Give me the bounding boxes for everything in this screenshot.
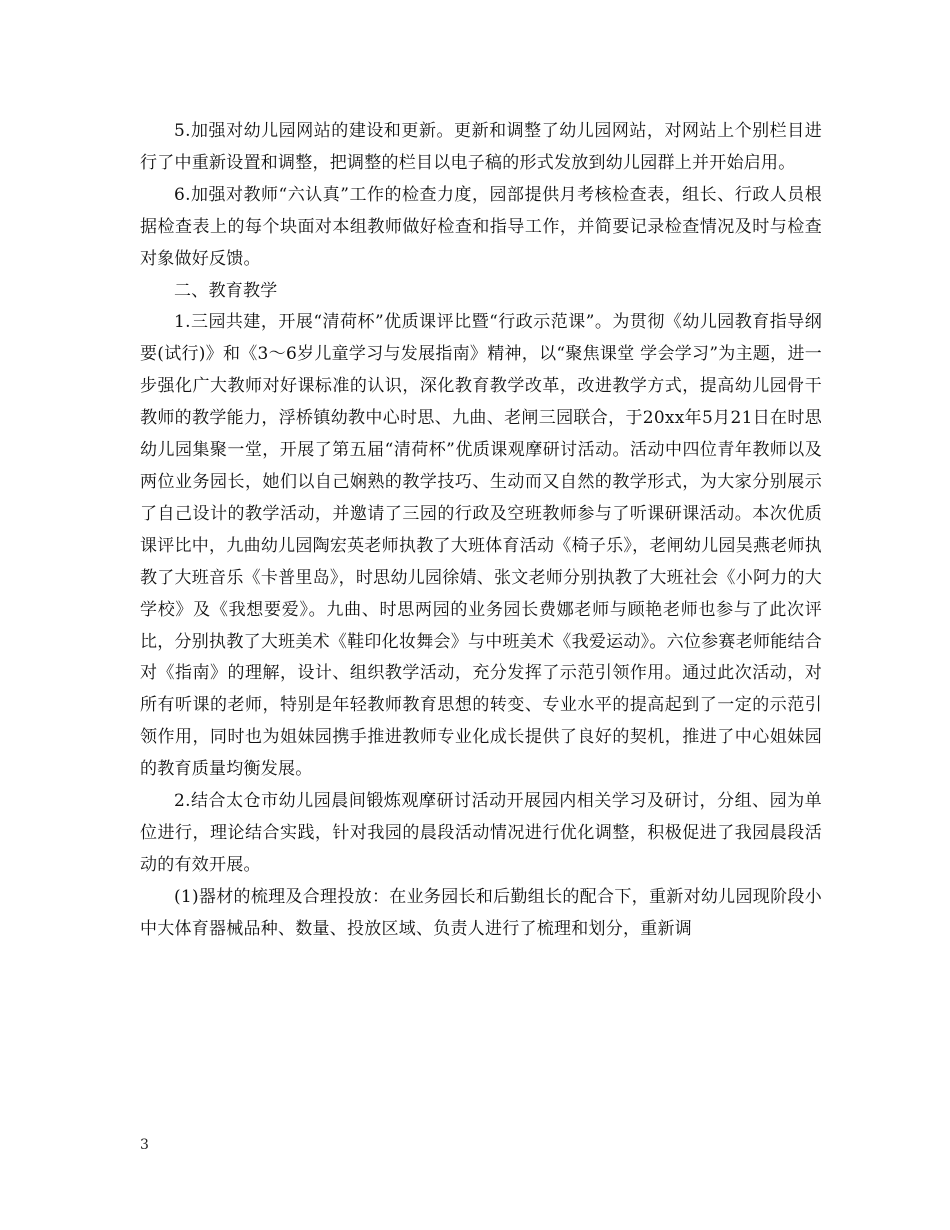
section-heading-education-teaching: 二、教育教学 bbox=[174, 280, 278, 301]
document-body bbox=[140, 116, 822, 946]
paragraph-website-update: 5.加强对幼儿园网站的建设和更新。更新和调整了幼儿园网站，对网站上个别栏目进行了中重新设置和调整，把调整的栏目以电子稿的形式发放到幼儿园群上并开始启用。 bbox=[140, 121, 822, 173]
paragraph-morning-exercise: 2.结合太仓市幼儿园晨间锻炼观摩研讨活动开展园内相关学习及研讨，分组、园为单位进行，理论结合实践，针对我园的晨段活动情况进行优化调整，积极促进了我园晨段活动的有效开展。 bbox=[140, 791, 822, 875]
paragraph-teacher-inspection: 6.加强对教师“六认真”工作的检查力度，园部提供月考核检查表，组长、行政人员根据检查表上的每个块面对本组教师做好检查和指导工作，并简要记录检查情况及时与检查对象做好反馈。 bbox=[140, 184, 822, 269]
paragraph-equipment-sorting: (1)器材的梳理及合理投放：在业务园长和后勤组长的配合下，重新对幼儿园现阶段小中大体育器械品种、数量、投放区域、负责人进行了梳理和划分，重新调 bbox=[140, 886, 822, 939]
page-number: 3 bbox=[140, 1137, 149, 1153]
paragraph-qinghe-cup: 1.三园共建，开展“清荷杯”优质课评比暨“行政示范课”。为贯彻《幼儿园教育指导纲要(试行)》和《3～6岁儿童学习与发展指南》精神，以“聚焦课堂 学会学习”为主题，进一步强化广大教师对好课标准的认识，深化教育教学改革，改进教学方式，提高幼儿园骨干教师的教学能力，浮桥镇幼教中心时思、九曲、老闸三园联合，于20xx年5月21日在时思幼儿园集聚一堂，开展了第五届“清荷杯”优质课观摩研讨活动。活动中四位青年教师以及两位业务园长，她们以自己娴熟的教学技巧、生动而又自然的教学形式，为大家分别展示了自己设计的教学活动，并邀请了三园的行政及空班教师参与了听课研课活动。本次优质课评比中，九曲幼儿园陶宏英老师执教了大班体育活动《椅子乐》，老闸幼儿园吴燕老师执教了大班音乐《卡普里岛》，时思幼儿园徐婧、张文老师分别执教了大班社会《小阿力的大学校》及《我想要爱》。九曲、时思两园的业务园长费娜老师与顾艳老师也参与了此次评比，分别执教了大班美术《鞋印化妆舞会》与中班美术《我爱运动》。六位参赛老师能结合对《指南》的理解，设计、组织教学活动，充分发挥了示范引领作用。通过此次活动，对所有听课的老师，特别是年轻教师教育思想的转变、专业水平的提高起到了一定的示范引领作用，同时也为姐妹园携手推进教师专业化成长提供了良好的契机，推进了中心姐妹园的教育质量均衡发展。 bbox=[140, 312, 822, 780]
